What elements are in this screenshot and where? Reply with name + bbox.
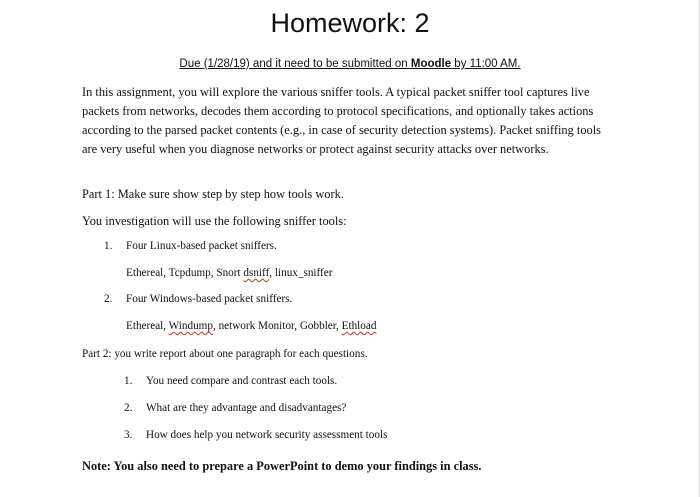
detail-text: Ethereal, [126, 320, 169, 332]
part2-heading: Part 2: you write report about one paragraph for each questions. [82, 348, 368, 360]
list-number: 2. [124, 402, 133, 414]
question-text: You need compare and contrast each tools. [146, 375, 338, 387]
question-1 [124, 375, 337, 387]
list-number: 3. [124, 429, 133, 441]
page-title: Homework: 2 [270, 8, 430, 38]
question-2 [124, 402, 346, 414]
dsniff-word: dsniff [243, 267, 270, 279]
linux-tools-line [126, 267, 332, 279]
due-date-line [0, 58, 700, 70]
windows-tools-line [126, 320, 376, 332]
detail-text: , linux_sniffer [269, 267, 333, 279]
list-item-2 [104, 293, 292, 305]
note-line: Note: You also need to prepare a PowerPoint to demo your findings in class. [82, 459, 482, 473]
detail-text: , network Monitor, Gobbler, [212, 320, 342, 332]
part1-heading: Part 1: Make sure show step by step how tools work. [82, 187, 344, 201]
investigation-text: You investigation will use the following sniffer tools: [82, 214, 347, 228]
list-item-label: Four Windows-based packet sniffers. [126, 293, 293, 305]
detail-text: Ethereal, Tcpdump, Snort [126, 267, 244, 279]
question-3 [124, 429, 387, 441]
question-text: How does help you network security assessment tools [146, 429, 388, 441]
question-text: What are they advantage and disadvantages? [146, 402, 347, 414]
list-number: 1. [124, 375, 133, 387]
list-number: 2. [104, 293, 113, 305]
list-item-label: Four Linux-based packet sniffers. [126, 240, 277, 252]
due-suffix: by 11:00 AM. [451, 58, 521, 70]
intro-paragraph: In this assignment, you will explore the various sniffer tools. A typical packet sniffer tool captures live packets from networks, decodes them according to protocol specifications, and optionally takes actions according to the parsed packet contents (e.g., in case of security detection systems). Packet sniffing tools are very useful when you diagnose networks or protect against security attacks over networks. [82, 85, 601, 156]
list-item-1 [104, 240, 277, 252]
windump-word: Windump [168, 320, 213, 332]
due-moodle: Moodle [410, 58, 452, 70]
ethload-word: Ethload [341, 320, 377, 332]
due-prefix: Due (1/28/19) and it need to be submitted on [179, 58, 411, 70]
list-number: 1. [104, 240, 113, 252]
